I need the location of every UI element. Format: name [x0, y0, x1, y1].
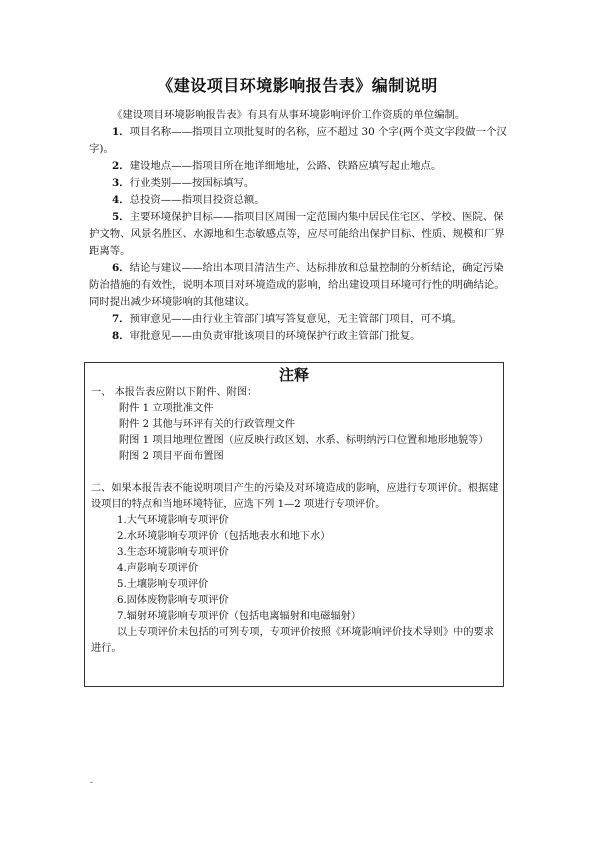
attachment-item: 附图 1 项目地理位置图（应反映行政区划、水系、标明纳污口位置和地形地貌等）	[119, 435, 489, 446]
special-item: 6.固体废物影响专项评价	[117, 595, 229, 606]
notes-closing: 以上专项评价未包括的可列专项，专项评价按照《环境影响评价技术导则》中的要求进行。	[91, 627, 494, 654]
notes-heading: 注释	[278, 366, 309, 384]
attachment-item: 附件 1 立项批准文件	[119, 403, 214, 414]
notes-box	[84, 362, 504, 687]
instruction-item: 8．审批意见——由负责审批该项目的环境保护行政主管部门批复。	[112, 330, 421, 342]
page-title: 《建设项目环境影响报告表》编制说明	[157, 76, 438, 95]
instruction-item: 3．行业类别——按国标填写。	[112, 177, 255, 189]
instruction-item: 5．主要环境保护目标——指项目区周围一定范围内集中居民住宅区、学校、医院、保护文物、风景名胜区、水源地和生态敏感点等，应尽可能给出保护目标、性质、规模和厂界距离等。	[89, 211, 505, 257]
special-item: 2.水环境影响专项评价（包括地表水和地下水）	[117, 531, 331, 542]
special-item: 1.大气环境影响专项评价	[117, 515, 229, 526]
instruction-item: 6．结论与建议——给出本项目清洁生产、达标排放和总量控制的分析结论，确定污染防治措施的有效性，说明本项目对环境造成的影响，给出建设项目环境可行性的明确结论。同时提出减少环境影响的其他建议。	[89, 262, 505, 308]
instructions-section	[89, 107, 509, 345]
instruction-item: 7．预审意见——由行业主管部门填写答复意见，无主管部门项目，可不填。	[112, 313, 463, 325]
special-item: 5.土壤影响专项评价	[117, 579, 209, 590]
attachment-item: 附件 2 其他与环评有关的行政管理文件	[119, 419, 295, 430]
notes-section-2: 二、如果本报告表不能说明项目产生的污染及对环境造成的影响，应进行专项评价。根据建设项目的特点和当地环境特征，应选下列 1—2 项进行专项评价。	[91, 483, 499, 510]
notes-section-1: 一、 本报告表应附以下附件、附图：	[91, 387, 258, 398]
stray-mark: -	[90, 778, 94, 788]
notes-body	[91, 385, 501, 657]
instruction-item: 4．总投资——指项目投资总额。	[112, 194, 265, 206]
special-item: 7.辐射环境影响专项评价（包括电离辐射和电磁辐射）	[117, 611, 362, 622]
special-item: 3.生态环境影响专项评价	[117, 547, 229, 558]
attachment-item: 附图 2 项目平面布置图	[119, 451, 224, 462]
instruction-item: 1．项目名称——指项目立项批复时的名称，应不超过 30 个字(两个英文字段做一个汉字)。	[89, 126, 507, 155]
spacer	[91, 465, 501, 481]
intro-paragraph: 《建设项目环境影响报告表》有具有从事环境影响评价工作资质的单位编制。	[112, 109, 466, 121]
instruction-item: 2．建设地点——指项目所在地详细地址，公路、铁路应填写起止地点。	[112, 160, 442, 172]
special-item: 4.声影响专项评价	[117, 563, 199, 574]
